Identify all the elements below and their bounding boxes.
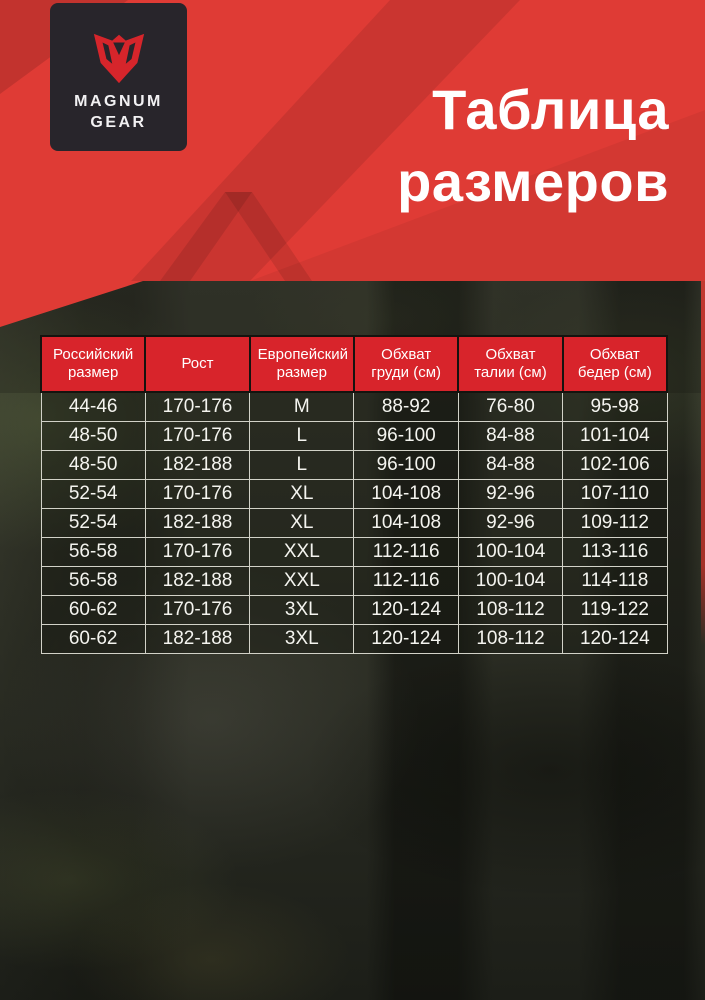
cell-russian-size: 48-50 — [41, 422, 145, 451]
cell-hips: 101-104 — [563, 422, 667, 451]
cell-waist: 76-80 — [458, 392, 562, 422]
cell-european-size: XL — [250, 480, 354, 509]
cell-european-size: L — [250, 422, 354, 451]
table-row — [41, 509, 667, 538]
brand-name-magnum: MAGNUM — [74, 93, 163, 110]
cell-russian-size: 56-58 — [41, 538, 145, 567]
table-header-row — [41, 336, 667, 392]
table-row — [41, 451, 667, 480]
cell-waist: 92-96 — [458, 509, 562, 538]
cell-waist: 100-104 — [458, 538, 562, 567]
header-russian-size: Российский размер — [41, 336, 145, 392]
cell-chest: 96-100 — [354, 451, 458, 480]
page-title: Таблица размеров — [397, 78, 669, 213]
cell-height: 170-176 — [145, 596, 249, 625]
table-row — [41, 538, 667, 567]
cell-european-size: 3XL — [250, 625, 354, 654]
cell-hips: 107-110 — [563, 480, 667, 509]
size-table — [40, 335, 668, 654]
cell-european-size: XL — [250, 509, 354, 538]
table-row — [41, 392, 667, 422]
cell-waist: 108-112 — [458, 625, 562, 654]
cell-hips: 109-112 — [563, 509, 667, 538]
cell-russian-size: 56-58 — [41, 567, 145, 596]
cell-hips: 95-98 — [563, 392, 667, 422]
cell-height: 182-188 — [145, 625, 249, 654]
header-european-size: Европейский размер — [250, 336, 354, 392]
cell-chest: 120-124 — [354, 625, 458, 654]
table-row — [41, 596, 667, 625]
cell-chest: 88-92 — [354, 392, 458, 422]
cell-chest: 104-108 — [354, 509, 458, 538]
cell-hips: 119-122 — [563, 596, 667, 625]
cell-chest: 104-108 — [354, 480, 458, 509]
table-row — [41, 625, 667, 654]
cell-waist: 92-96 — [458, 480, 562, 509]
magnum-shield-m-icon — [88, 29, 150, 87]
cell-chest: 112-116 — [354, 567, 458, 596]
cell-european-size: XXL — [250, 538, 354, 567]
cell-hips: 120-124 — [563, 625, 667, 654]
cell-chest: 120-124 — [354, 596, 458, 625]
cell-height: 182-188 — [145, 567, 249, 596]
cell-russian-size: 44-46 — [41, 392, 145, 422]
table-row — [41, 422, 667, 451]
header-chest: Обхват груди (см) — [354, 336, 458, 392]
table-row — [41, 480, 667, 509]
cell-russian-size: 60-62 — [41, 596, 145, 625]
cell-waist: 84-88 — [458, 451, 562, 480]
cell-waist: 84-88 — [458, 422, 562, 451]
cell-height: 170-176 — [145, 538, 249, 567]
cell-european-size: L — [250, 451, 354, 480]
cell-russian-size: 52-54 — [41, 509, 145, 538]
cell-height: 182-188 — [145, 509, 249, 538]
cell-russian-size: 60-62 — [41, 625, 145, 654]
cell-hips: 113-116 — [563, 538, 667, 567]
cell-european-size: XXL — [250, 567, 354, 596]
cell-height: 170-176 — [145, 422, 249, 451]
right-edge-red-strip — [701, 281, 705, 645]
brand-logo — [50, 3, 187, 151]
brand-name-gear: GEAR — [90, 113, 147, 131]
cell-hips: 102-106 — [563, 451, 667, 480]
cell-russian-size: 48-50 — [41, 451, 145, 480]
cell-european-size: 3XL — [250, 596, 354, 625]
header-hips: Обхват бедер (см) — [563, 336, 667, 392]
cell-russian-size: 52-54 — [41, 480, 145, 509]
cell-waist: 108-112 — [458, 596, 562, 625]
cell-chest: 96-100 — [354, 422, 458, 451]
header-height: Рост — [145, 336, 249, 392]
cell-waist: 100-104 — [458, 567, 562, 596]
cell-chest: 112-116 — [354, 538, 458, 567]
cell-height: 170-176 — [145, 392, 249, 422]
cell-hips: 114-118 — [563, 567, 667, 596]
cell-height: 170-176 — [145, 480, 249, 509]
cell-european-size: M — [250, 392, 354, 422]
header-waist: Обхват талии (см) — [458, 336, 562, 392]
cell-height: 182-188 — [145, 451, 249, 480]
table-row — [41, 567, 667, 596]
